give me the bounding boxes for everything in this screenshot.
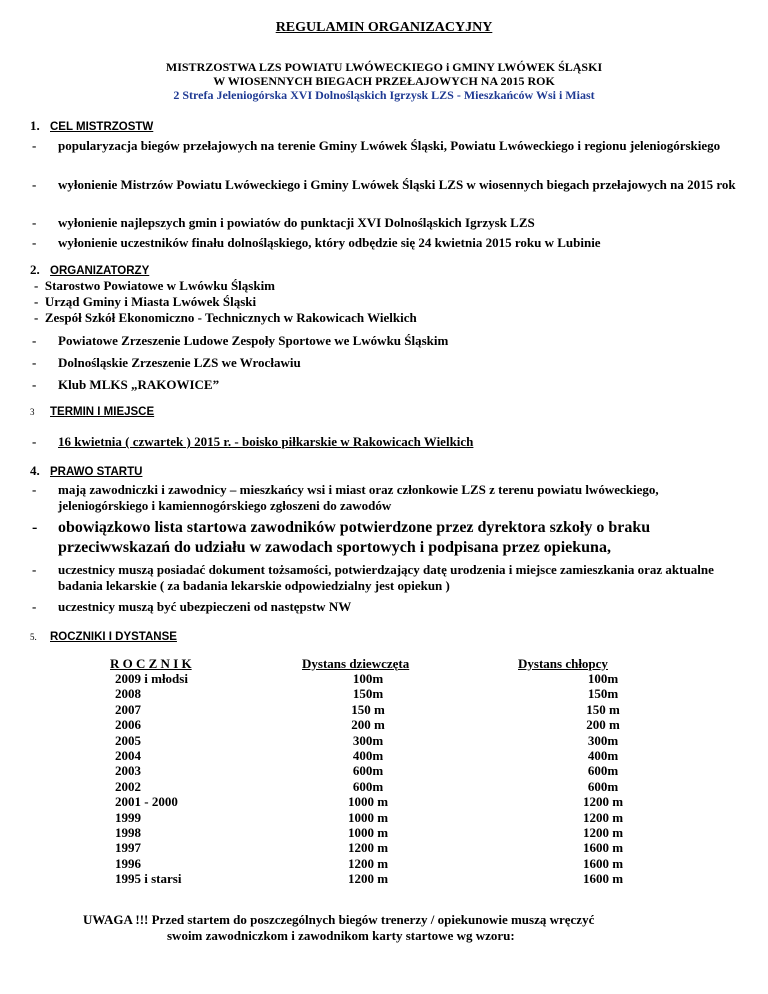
table-cell: 600m <box>352 778 384 794</box>
table-cell: 150m <box>352 686 384 702</box>
table-cell: 1200 m <box>347 855 389 871</box>
rocznik-column <box>115 671 188 887</box>
note-line-2: swoim zawodniczkom i zawodnikom karty startowe wg wzoru: <box>167 928 515 943</box>
section-1-heading <box>30 118 153 134</box>
dash: - <box>34 278 39 293</box>
section-number: 3 <box>30 407 35 417</box>
table-cell: 1600 m <box>582 855 624 871</box>
table-cell: 1000 m <box>347 825 389 841</box>
section-label: ROCZNIKI I DYSTANSE <box>50 631 177 643</box>
list-item <box>34 278 275 294</box>
dash: - <box>32 599 37 614</box>
header-subtitle: 2 Strefa Jeleniogórska XVI Dolnośląskich Igrzysk LZS - Mieszkańców Wsi i Miast <box>173 88 595 102</box>
table-cell: 400m <box>352 748 384 764</box>
list-item <box>34 310 417 326</box>
list-item <box>34 294 256 310</box>
dash: - <box>32 434 37 449</box>
list-item <box>32 138 737 170</box>
table-header-boys: Dystans chłopcy <box>518 656 608 671</box>
section-number: 2. <box>30 262 40 277</box>
list-item-text: uczestnicy muszą być ubezpieczeni od następstw NW <box>58 599 352 614</box>
table-cell: 2007 <box>115 701 141 717</box>
section-number: 5. <box>30 632 37 642</box>
dash: - <box>32 138 37 153</box>
header-line-3 <box>0 88 768 103</box>
list-item-text: wyłonienie uczestników finału dolnośląskiego, który odbędzie się 24 kwietnia 2015 roku w Lubinie <box>58 235 601 250</box>
list-item-text: popularyzacja biegów przełajowych na terenie Gminy Lwówek Śląski, Powiatu Lwóweckiego i regionu jeleniogórskiego <box>58 138 721 153</box>
section-label: PRAWO STARTU <box>50 466 143 478</box>
table-cell: 1997 <box>115 840 141 856</box>
table-cell: 1000 m <box>347 794 389 810</box>
section-2-heading <box>30 262 149 278</box>
list-item-text: mają zawodniczki i zawodnicy – mieszkańcy wsi i miast oraz członkowie LZS z terenu powiatu lwóweckiego, jeleniogórskiego i kamiennogórskiego zgłoszeni do zawodów <box>58 482 659 513</box>
table-cell: 1200 m <box>347 871 389 887</box>
list-item-text: wyłonienie najlepszych gmin i powiatów do punktacji XVI Dolnośląskich Igrzysk LZS <box>58 215 535 230</box>
list-item-text: Starostwo Powiatowe w Lwówku Śląskim <box>44 278 276 293</box>
list-item-text: 16 kwietnia ( czwartek ) 2015 r. - boisko piłkarskie w Rakowicach Wielkich <box>58 434 474 449</box>
list-item-text: Zespół Szkół Ekonomiczno - Technicznych w Rakowicach Wielkich <box>44 310 417 325</box>
table-cell: 1600 m <box>582 871 624 887</box>
dash: - <box>32 562 37 577</box>
header-line-2: W WIOSENNYCH BIEGACH PRZEŁAJOWYCH NA 2015 ROK <box>213 74 555 88</box>
dash: - <box>32 333 37 348</box>
table-cell: 2009 i młodsi <box>115 671 188 686</box>
table-cell: 150 m <box>586 701 620 717</box>
list-item-text: Klub MLKS „RAKOWICE” <box>58 377 220 392</box>
table-cell: 100m <box>587 671 619 686</box>
table-cell: 1996 <box>115 855 141 871</box>
section-number: 1. <box>30 118 40 133</box>
table-cell: 200 m <box>586 717 620 733</box>
table-cell: 2003 <box>115 763 141 779</box>
table-cell: 2004 <box>115 748 141 764</box>
dash: - <box>32 177 37 192</box>
header-line-1: MISTRZOSTWA LZS POWIATU LWÓWECKIEGO i GMINY LWÓWEK ŚLĄSKI <box>165 60 603 74</box>
list-item <box>32 562 737 594</box>
table-cell: 1200 m <box>582 825 624 841</box>
dash: - <box>32 377 37 392</box>
list-item-text: Urząd Gminy i Miasta Lwówek Śląski <box>44 294 257 309</box>
girls-distance-column <box>333 671 403 887</box>
list-item-text: obowiązkowo lista startowa zawodników potwierdzone przez dyrektora szkoły o braku przeciwwskazań do udziału w zawodach sportowych i podpisana przez opiekuna, <box>58 519 651 556</box>
table-cell: 2002 <box>115 778 141 794</box>
list-item-text: Dolnośląskie Zrzeszenie LZS we Wrocławiu <box>58 355 301 370</box>
note <box>83 912 594 944</box>
table-cell: 2006 <box>115 717 141 733</box>
table-cell: 150 m <box>351 701 385 717</box>
section-5-heading <box>30 628 177 644</box>
boys-distance-column <box>568 671 638 887</box>
table-cell: 2005 <box>115 732 141 748</box>
table-cell: 150m <box>587 686 619 702</box>
dash: - <box>32 235 37 250</box>
dash: - <box>32 519 38 536</box>
section-label: ORGANIZATORZY <box>50 265 150 277</box>
table-header-rocznik: R O C Z N I K <box>110 656 192 671</box>
table-cell: 1200 m <box>582 809 624 825</box>
dash: - <box>34 294 39 309</box>
dash: - <box>32 215 37 230</box>
list-item <box>32 482 737 514</box>
table-cell: 300m <box>352 732 384 748</box>
table-cell: 300m <box>587 732 619 748</box>
table-cell: 1995 i starsi <box>115 871 182 887</box>
table-cell: 2008 <box>115 686 141 702</box>
note-line-1: UWAGA !!! Przed startem do poszczególnych biegów trenerzy / opiekunowie muszą wręczyć <box>83 912 595 927</box>
section-label: TERMIN I MIEJSCE <box>50 406 155 418</box>
table-cell: 600m <box>352 763 384 779</box>
table-cell: 1200 m <box>347 840 389 856</box>
table-cell: 1998 <box>115 825 141 841</box>
table-cell: 2001 - 2000 <box>115 794 178 810</box>
table-cell: 600m <box>587 778 619 794</box>
document-title: REGULAMIN ORGANIZACYJNY <box>275 20 493 35</box>
table-cell: 200 m <box>351 717 385 733</box>
list-item-text: Powiatowe Zrzeszenie Ludowe Zespoły Sportowe we Lwówku Śląskim <box>58 333 449 348</box>
section-number: 4. <box>30 463 40 478</box>
table-cell: 600m <box>587 763 619 779</box>
list-item <box>32 518 737 558</box>
list-item-text: wyłonienie Mistrzów Powiatu Lwóweckiego i Gminy Lwówek Śląski LZS w wiosennych biegach przełajowych na 2015 rok <box>58 177 736 192</box>
list-item <box>32 177 737 209</box>
dash: - <box>32 355 37 370</box>
dash: - <box>34 310 39 325</box>
section-4-heading <box>30 463 142 479</box>
table-cell: 1000 m <box>347 809 389 825</box>
section-label: CEL MISTRZOSTW <box>50 121 154 133</box>
table-header-girls: Dystans dziewczęta <box>302 656 410 671</box>
table-cell: 1200 m <box>582 794 624 810</box>
table-cell: 400m <box>587 748 619 764</box>
list-item-text: uczestnicy muszą posiadać dokument tożsamości, potwierdzający datę urodzenia i miejsce zamieszkania oraz aktualne badania lekarskie ( za badania lekarskie odpowiedzialny jest opiekun ) <box>58 562 714 593</box>
section-3-heading <box>30 403 154 419</box>
table-cell: 100m <box>352 671 384 686</box>
table-cell: 1999 <box>115 809 141 825</box>
table-cell: 1600 m <box>582 840 624 856</box>
dash: - <box>32 482 37 497</box>
